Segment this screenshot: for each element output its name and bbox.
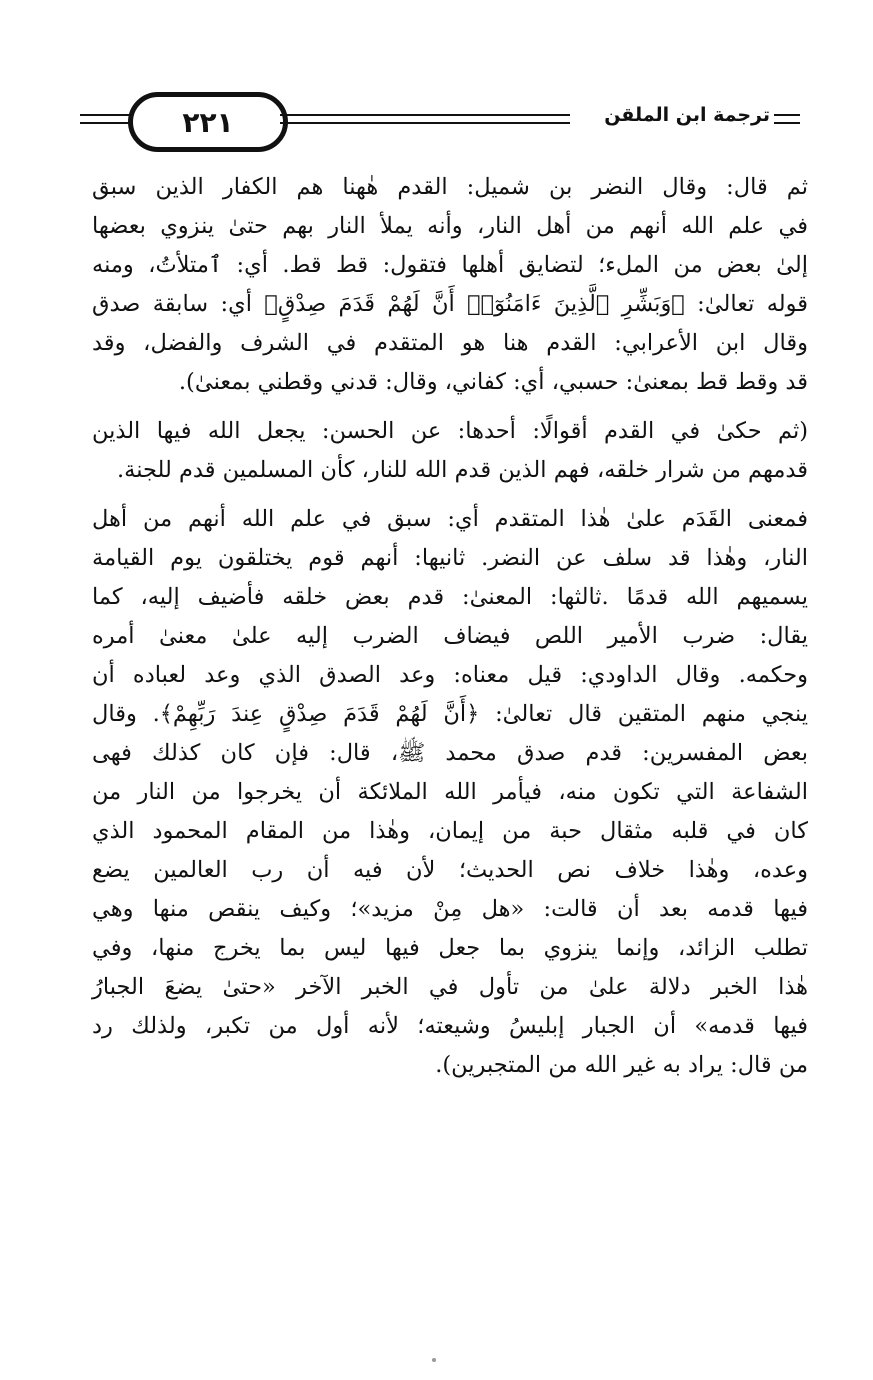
header-rule-right-top — [774, 114, 800, 116]
text-line: ثم قال: وقال النضر بن شميل: القدم هٰهنا هم الكفار الذين سبق — [92, 174, 808, 200]
text-line: قوله تعالىٰ: ﴿وَبَشِّرِ ٱلَّذِينَ ءَامَنُوٓا۟ أَنَّ لَهُمْ قَدَمَ صِدْقٍ﴾ أي: سابقة صدق — [92, 291, 808, 317]
text-line: ينجي منهم المتقين قال تعالىٰ: ﴿أَنَّ لَهُمْ قَدَمَ صِدْقٍ عِندَ رَبِّهِمْ﴾. وقال — [92, 701, 808, 727]
text-line: وعده، وهٰذا خلاف نص الحديث؛ لأن فيه أن رب العالمين يضع — [92, 857, 808, 883]
header-rule-right-bottom — [774, 122, 800, 124]
text-line: إلىٰ بعض من الملء؛ لتضايق أهلها فتقول: قط قط. أي: ٱمتلأتُ، ومنه — [92, 252, 808, 278]
paragraph-2 — [92, 412, 808, 490]
header-rule-middle-top — [280, 114, 570, 116]
text-line: من قال: يراد به غير الله من المتجبرين). — [435, 1052, 808, 1078]
header-rule-left-bottom — [80, 122, 130, 124]
text-line: الشفاعة التي تكون منه، فيأمر الله الملائكة أن يخرجوا من النار من — [92, 779, 808, 805]
text-line: وحكمه. وقال الداودي: قيل معناه: وعد الصدق الذي وعد لعباده أن — [92, 662, 808, 688]
text-line: يقال: ضرب الأمير اللص فيضاف الضرب إليه علىٰ معنىٰ أمره — [92, 623, 808, 649]
text-line: يسميهم الله قدمًا .ثالثها: المعنىٰ: قدم بعض خلقه فأضيف إليه، كما — [92, 584, 808, 610]
text-line: وقال ابن الأعرابي: القدم هنا هو المتقدم في الشرف والفضل، وقد — [92, 330, 808, 356]
text-line: قدمهم من شرار خلقه، فهم الذين قدم الله للنار، كأن المسلمين قدم للجنة. — [117, 457, 808, 483]
text-line: فمعنى القَدَم علىٰ هٰذا المتقدم أي: سبق في علم الله أنهم من أهل — [92, 506, 808, 532]
paragraph-3 — [92, 500, 808, 1085]
text-line: كان في قلبه مثقال حبة من إيمان، وهٰذا من المقام المحمود الذي — [92, 818, 808, 844]
scan-speck — [432, 1358, 436, 1362]
text-line: هٰذا الخبر دلالة علىٰ من تأول في الخبر الآخر «حتىٰ يضعَ الجبارُ — [92, 974, 808, 1000]
text-line: (ثم حكىٰ في القدم أقوالًا: أحدها: عن الحسن: يجعل الله فيها الذين — [92, 418, 808, 444]
header-rule-middle-bottom — [280, 122, 570, 124]
text-line: فيها قدمه بعد أن قالت: «هل مِنْ مزيد»؛ وكيف ينقص منها وهي — [92, 896, 808, 922]
paragraph-1 — [92, 168, 808, 402]
text-line: في علم الله أنهم من أهل النار، وأنه يملأ النار بهم حتىٰ ينزوي بعضها — [92, 213, 808, 239]
header-rule-left-top — [80, 114, 130, 116]
page-number: ٢٢١ — [182, 105, 234, 139]
page-number-badge — [128, 92, 288, 152]
running-title: ترجمة ابن الملقن — [604, 104, 770, 126]
text-line: النار، وهٰذا قد سلف عن النضر. ثانيها: أنهم قوم يختلقون يوم القيامة — [92, 545, 808, 571]
page-header — [80, 92, 800, 148]
body-text — [92, 168, 808, 1085]
text-line: قد وقط قط بمعنىٰ: حسبي، أي: كفاني، وقال: قدني وقطني بمعنىٰ). — [178, 369, 808, 395]
text-line: تطلب الزائد، وإنما ينزوي بما جعل فيها ليس بما يخرج منها، وفي — [92, 935, 808, 961]
text-line: بعض المفسرين: قدم صدق محمد ﷺ، قال: فإن كان كذلك فهى — [92, 740, 808, 766]
text-line: فيها قدمه» أن الجبار إبليسُ وشيعته؛ لأنه أول من تكبر، ولذلك رد — [92, 1013, 808, 1039]
